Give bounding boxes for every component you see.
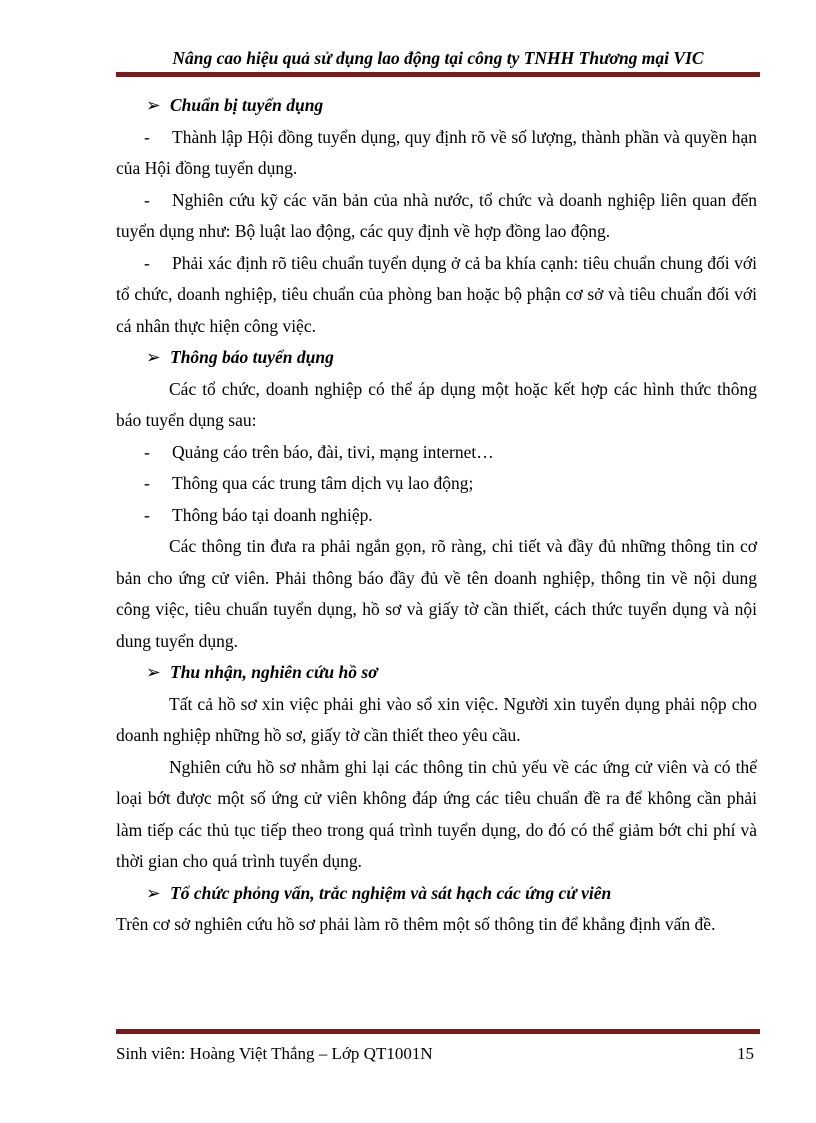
section-heading: ➢ Thông báo tuyển dụng <box>116 342 757 374</box>
paragraph: Các tổ chức, doanh nghiệp có thể áp dụng một hoặc kết hợp các hình thức thông báo tuyển dụng sau: <box>116 378 757 430</box>
paragraph: Tất cả hồ sơ xin việc phải ghi vào sổ xin việc. Người xin tuyển dụng phải nộp cho doanh nghiệp những hồ sơ, giấy tờ cần thiết theo yêu cầu. <box>116 693 757 745</box>
arrow-bullet-icon: ➢ <box>146 882 161 903</box>
arrow-bullet-icon: ➢ <box>146 95 161 115</box>
running-header: Nâng cao hiệu quả sử dụng lao động tại công ty TNHH Thương mại VIC <box>172 48 704 68</box>
paragraph: Trên cơ sở nghiên cứu hồ sơ phải làm rõ thêm một số thông tin để khẳng định vấn đề. <box>116 914 716 934</box>
section-heading: ➢ Tổ chức phỏng vấn, trắc nghiệm và sát hạch các ứng cử viên <box>116 878 757 910</box>
page-number: 15 <box>737 1044 754 1063</box>
arrow-bullet-icon: ➢ <box>146 347 161 367</box>
paragraph: Nghiên cứu hồ sơ nhằm ghi lại các thông tin chủ yếu về các ứng cử viên và có thể loại bớt được một số ứng cử viên không đáp ứng các tiêu chuẩn đề ra để không cần phải làm tiếp các thủ tục tiếp theo trong quá trình tuyển dụng, do đó có thể giảm bớt chi phí và thời gian cho quá trình tuyển dụng. <box>116 756 757 871</box>
list-item: - Phải xác định rõ tiêu chuẩn tuyển dụng ở cả ba khía cạnh: tiêu chuẩn chung đối với tổ chức, doanh nghiệp, tiêu chuẩn của phòng ban hoặc bộ phận cơ sở và tiêu chuẩn đối với cá nhân thực hiện công việc. <box>116 252 757 336</box>
list-item: - Thành lập Hội đồng tuyển dụng, quy định rõ về số lượng, thành phần và quyền hạn của Hội đồng tuyển dụng. <box>116 126 757 178</box>
page-body <box>116 90 757 941</box>
list-item: - Nghiên cứu kỹ các văn bản của nhà nước, tổ chức và doanh nghiệp liên quan đến tuyển dụng như: Bộ luật lao động, các quy định về hợp đồng lao động. <box>116 189 757 241</box>
list-item: - Thông báo tại doanh nghiệp. <box>144 504 373 525</box>
header-rule <box>116 72 760 77</box>
footer-rule <box>116 1029 760 1034</box>
footer-student: Sinh viên: Hoàng Việt Thắng – Lớp QT1001N <box>116 1044 433 1063</box>
list-item: - Thông qua các trung tâm dịch vụ lao động; <box>144 473 474 493</box>
section-heading: ➢ Thu nhận, nghiên cứu hồ sơ <box>116 657 757 689</box>
section-heading: ➢ Chuẩn bị tuyển dụng <box>116 90 757 122</box>
paragraph: Các thông tin đưa ra phải ngắn gọn, rõ ràng, chi tiết và đầy đủ những thông tin cơ bản cho ứng cử viên. Phải thông báo đầy đủ về tên doanh nghiệp, thông tin về nội dung công việc, tiêu chuẩn tuyển dụng, hồ sơ và giấy tờ cần thiết, cách thức tuyển dụng và nội dung tuyển dụng. <box>116 536 757 651</box>
arrow-bullet-icon: ➢ <box>146 662 161 682</box>
list-item: - Quảng cáo trên báo, đài, tivi, mạng internet… <box>144 441 494 462</box>
